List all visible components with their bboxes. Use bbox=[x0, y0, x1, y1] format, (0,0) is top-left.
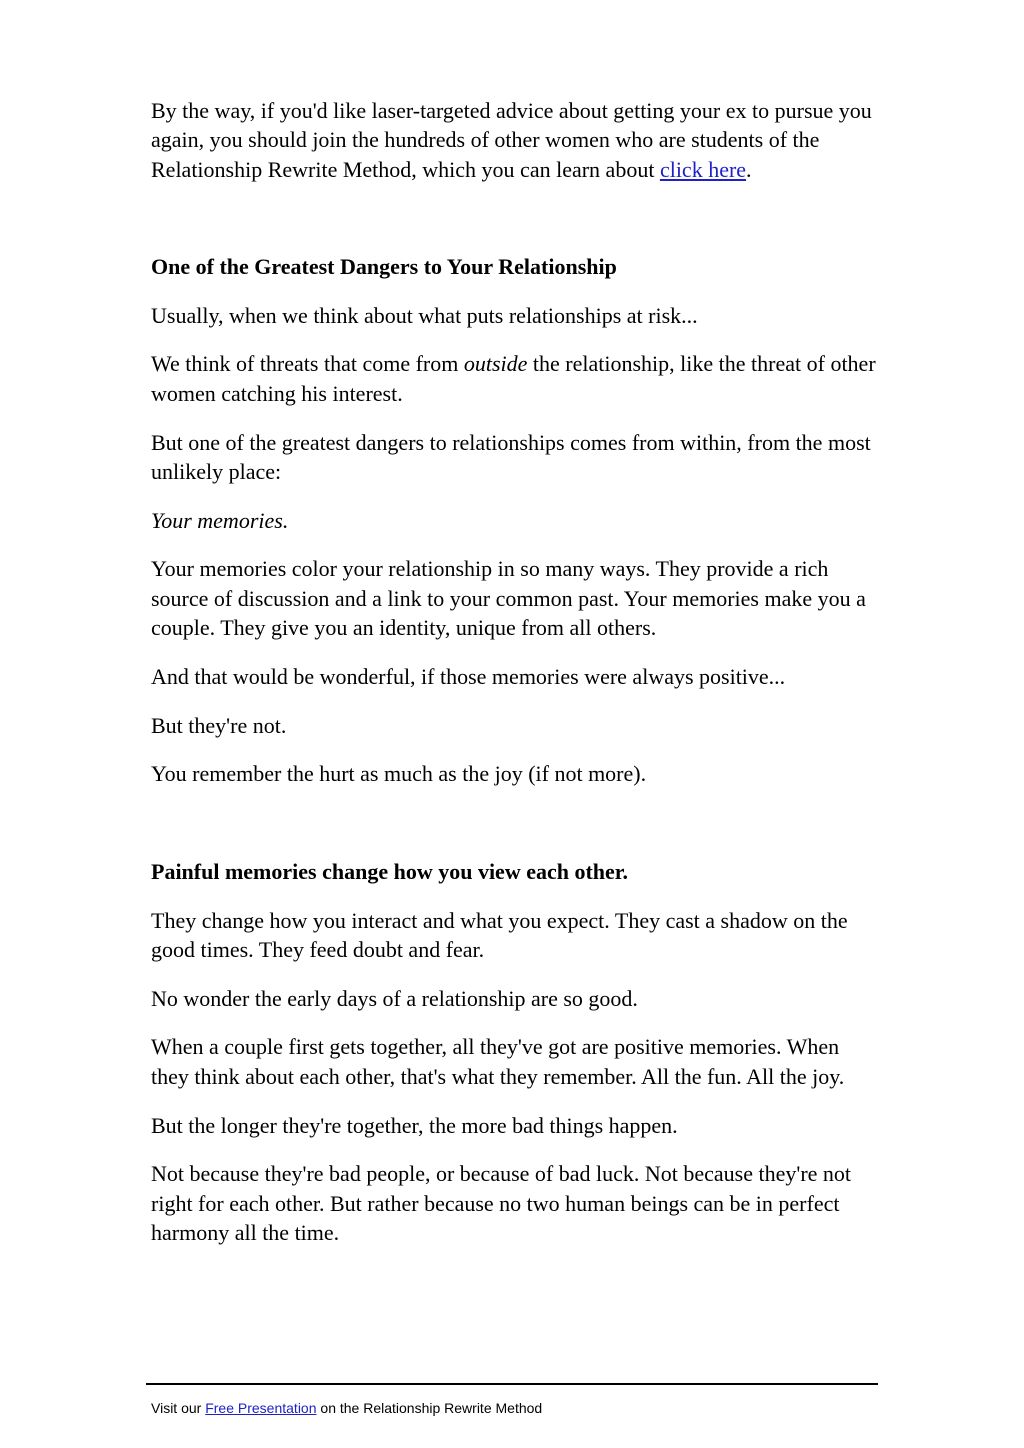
footer-divider bbox=[146, 1383, 878, 1385]
click-here-link[interactable]: click here bbox=[659, 156, 747, 182]
section2-paragraph-2: No wonder the early days of a relationship are so good. bbox=[151, 985, 638, 1011]
section1-paragraph-5: Your memories color your relationship in so many ways. They provide a rich source of discussion and a link to your common past. Your memories make you a couple. They give you an identity, unique from all others. bbox=[151, 556, 866, 641]
intro-paragraph bbox=[151, 96, 876, 184]
section2-paragraph-3: When a couple first gets together, all they've got are positive memories. When they think about each other, that's what they remember. All the fun. All the joy. bbox=[151, 1034, 845, 1089]
intro-text: By the way, if you'd like laser-targeted advice about getting your ex to pursue you again, you should join the hundreds of other women who are students of the Relationship Rewrite Method, which you can learn about bbox=[151, 98, 872, 182]
section1-paragraph-2 bbox=[151, 349, 876, 408]
section2-heading: Painful memories change how you view each other. bbox=[151, 858, 629, 884]
intro-period: . bbox=[746, 156, 752, 182]
section2-paragraph-5: Not because they're bad people, or because of bad luck. Not because they're not right for each other. But rather because no two human beings can be in perfect harmony all the time. bbox=[151, 1161, 852, 1245]
your-memories-emphasis: Your memories. bbox=[151, 507, 289, 533]
document-body bbox=[151, 96, 876, 1267]
section1-heading: One of the Greatest Dangers to Your Relationship bbox=[151, 253, 617, 279]
free-presentation-link[interactable]: Free Presentation bbox=[205, 1400, 317, 1416]
section1-paragraph-4 bbox=[151, 506, 876, 535]
section1-paragraph-1: Usually, when we think about what puts relationships at risk... bbox=[151, 302, 698, 328]
footer-text-before: Visit our bbox=[151, 1400, 206, 1416]
footer-text-after: on the Relationship Rewrite Method bbox=[316, 1400, 543, 1416]
section1-paragraph-8: You remember the hurt as much as the joy (if not more). bbox=[151, 761, 647, 787]
section1-p2-after: the relationship, like the threat of other women catching his interest. bbox=[151, 351, 876, 406]
section1-paragraph-3: But one of the greatest dangers to relationships comes from within, from the most unlikely place: bbox=[151, 429, 871, 484]
section2-paragraph-4: But the longer they're together, the more bad things happen. bbox=[151, 1112, 678, 1138]
page-footer bbox=[151, 1399, 542, 1417]
section1-p2-before: We think of threats that come from bbox=[151, 351, 464, 377]
section1-paragraph-7: But they're not. bbox=[151, 712, 287, 738]
section1-paragraph-6: And that would be wonderful, if those memories were always positive... bbox=[151, 663, 786, 689]
section1-p2-emphasis: outside bbox=[463, 351, 528, 377]
section2-paragraph-1: They change how you interact and what you expect. They cast a shadow on the good times. They feed doubt and fear. bbox=[151, 907, 848, 962]
